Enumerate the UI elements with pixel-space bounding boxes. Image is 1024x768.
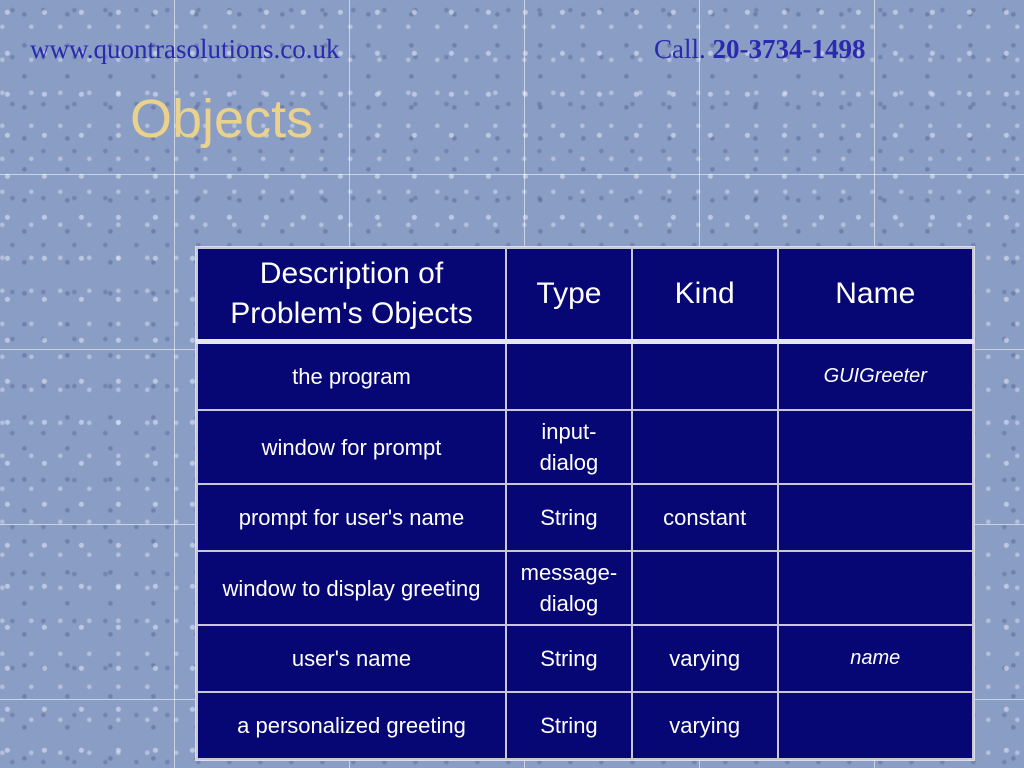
- cell-description: a personalized greeting: [197, 692, 506, 759]
- cell-description: prompt for user's name: [197, 484, 506, 551]
- cell-kind: [632, 342, 778, 411]
- cell-type: input-dialog: [506, 410, 632, 484]
- cell-name: [778, 551, 973, 625]
- cell-kind: [632, 410, 778, 484]
- table-row: [197, 551, 973, 625]
- cell-type: message-dialog: [506, 551, 632, 625]
- cell-name: [778, 410, 973, 484]
- cell-kind: varying: [632, 625, 778, 692]
- cell-description: the program: [197, 342, 506, 411]
- column-header-description: Description of Problem's Objects: [197, 248, 506, 342]
- cell-description: window to display greeting: [197, 551, 506, 625]
- cell-name: [778, 484, 973, 551]
- table-row: [197, 484, 973, 551]
- column-header-kind: Kind: [632, 248, 778, 342]
- slide-title: Objects: [130, 89, 314, 149]
- cell-type: String: [506, 692, 632, 759]
- website-link[interactable]: www.quontrasolutions.co.uk: [30, 34, 340, 64]
- table-header-row: [197, 248, 973, 342]
- table-row: [197, 692, 973, 759]
- cell-name: GUIGreeter: [778, 342, 973, 411]
- objects-table: [196, 247, 974, 760]
- table-row: [197, 625, 973, 692]
- cell-kind: constant: [632, 484, 778, 551]
- cell-description: window for prompt: [197, 410, 506, 484]
- cell-type: [506, 342, 632, 411]
- cell-kind: varying: [632, 692, 778, 759]
- cell-description: user's name: [197, 625, 506, 692]
- cell-kind: [632, 551, 778, 625]
- cell-name: name: [778, 625, 973, 692]
- cell-type: String: [506, 625, 632, 692]
- phone-number[interactable]: 20-3734-1498: [712, 34, 866, 64]
- table-row: [197, 410, 973, 484]
- call-label: Call.: [654, 34, 706, 64]
- cell-type: String: [506, 484, 632, 551]
- column-header-type: Type: [506, 248, 632, 342]
- table-row: [197, 342, 973, 411]
- call-info: [654, 34, 865, 65]
- cell-name: [778, 692, 973, 759]
- column-header-name: Name: [778, 248, 973, 342]
